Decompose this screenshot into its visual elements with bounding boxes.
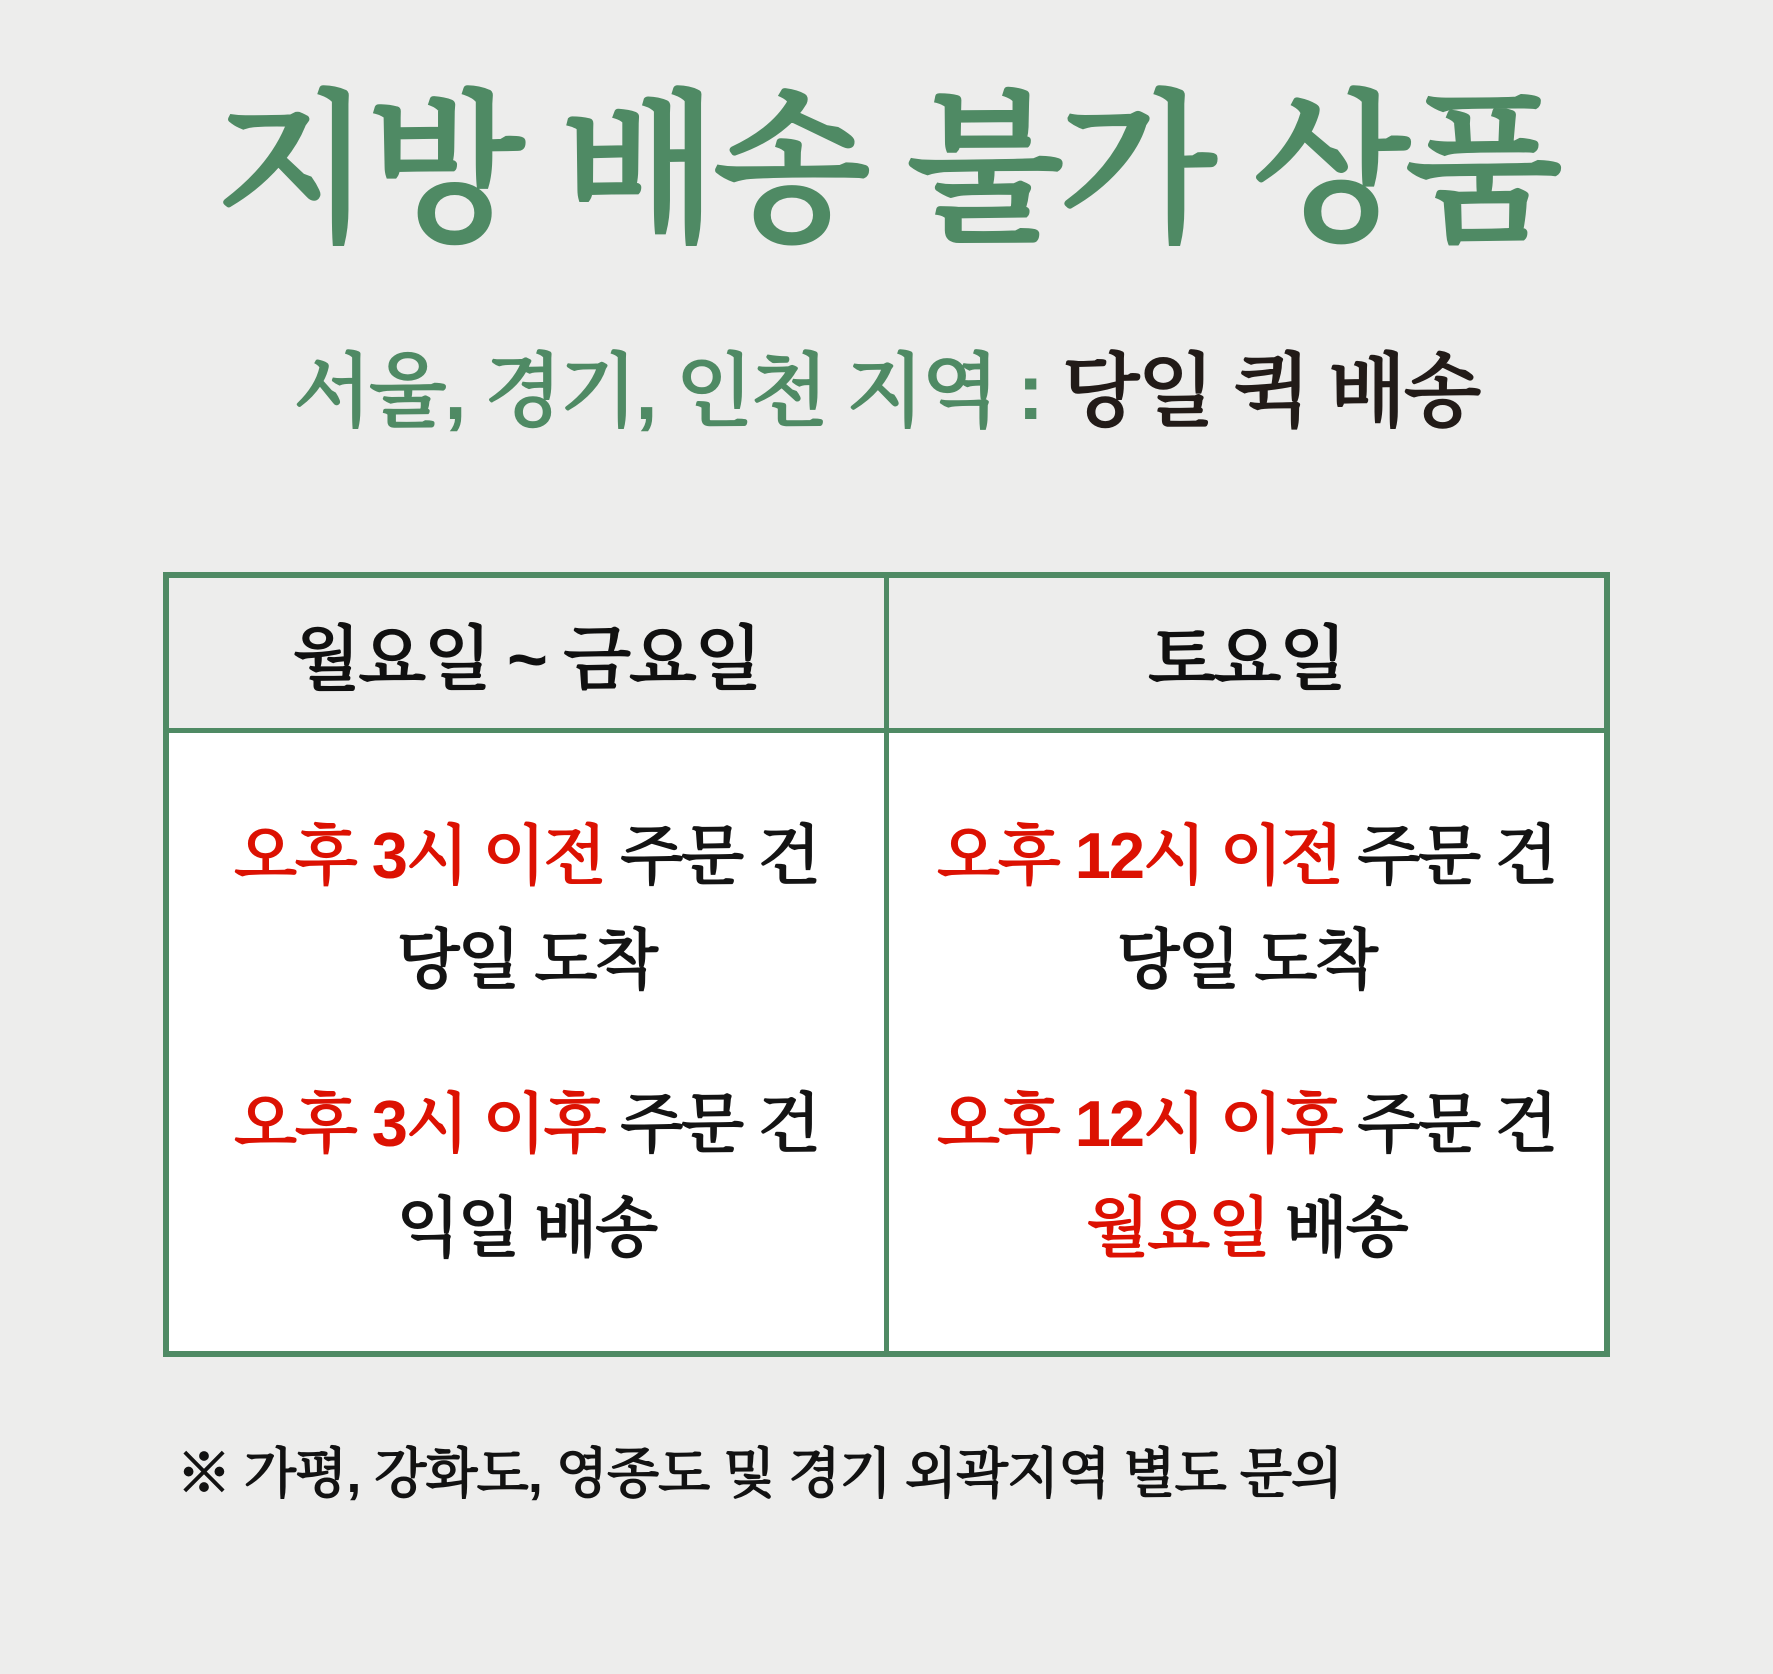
cutoff-time-accent: 오후 3시 이전 (234, 818, 605, 892)
delivery-notice-page (0, 80, 1773, 1674)
rule-line (234, 1072, 819, 1176)
rule-weekdays-after-cutoff (234, 1072, 819, 1280)
result-text: 익일 배송 (396, 1191, 657, 1265)
cutoff-time-accent: 오후 3시 이후 (234, 1087, 605, 1161)
result-text: 당일 도착 (1116, 922, 1377, 996)
page-title: 지방 배송 불가 상품 (215, 80, 1558, 261)
rule-line (937, 1176, 1556, 1280)
result-text: 배송 (1268, 1191, 1407, 1265)
header-cell-weekdays: 월요일 ~ 금요일 (292, 619, 761, 698)
result-text: 당일 도착 (396, 922, 657, 996)
delivery-schedule-table (163, 572, 1610, 1357)
cutoff-time-accent: 오후 12시 이전 (937, 818, 1342, 892)
rule-rest-text: 주문 건 (604, 818, 819, 892)
rule-line (234, 804, 819, 908)
rule-rest-text: 주문 건 (1341, 1087, 1556, 1161)
header-cell-saturday: 토요일 (884, 578, 1604, 728)
rule-line (234, 908, 819, 1012)
rule-line (234, 1176, 819, 1280)
rule-rest-text: 주문 건 (604, 1087, 819, 1161)
cutoff-time-accent: 오후 12시 이후 (937, 1087, 1342, 1161)
table-body-row (169, 733, 1604, 1351)
body-cell-weekdays (169, 733, 884, 1351)
subtitle-region-text: 서울, 경기, 인천 지역 : (293, 347, 1063, 437)
rule-line (937, 1072, 1556, 1176)
rule-saturday-after-cutoff (937, 1072, 1556, 1280)
footnote: ※ 가평, 강화도, 영종도 및 경기 외곽지역 별도 문의 (177, 1444, 1343, 1505)
rule-saturday-before-cutoff (937, 804, 1556, 1012)
body-cell-saturday (884, 733, 1604, 1351)
rule-rest-text: 주문 건 (1341, 818, 1556, 892)
rule-weekdays-before-cutoff (234, 804, 819, 1012)
subtitle (0, 348, 1773, 436)
table-header-row (169, 578, 1604, 733)
subtitle-emphasis-text: 당일 퀵 배송 (1062, 347, 1480, 437)
rule-line (937, 908, 1556, 1012)
rule-line (937, 804, 1556, 908)
result-accent: 월요일 (1086, 1191, 1269, 1265)
